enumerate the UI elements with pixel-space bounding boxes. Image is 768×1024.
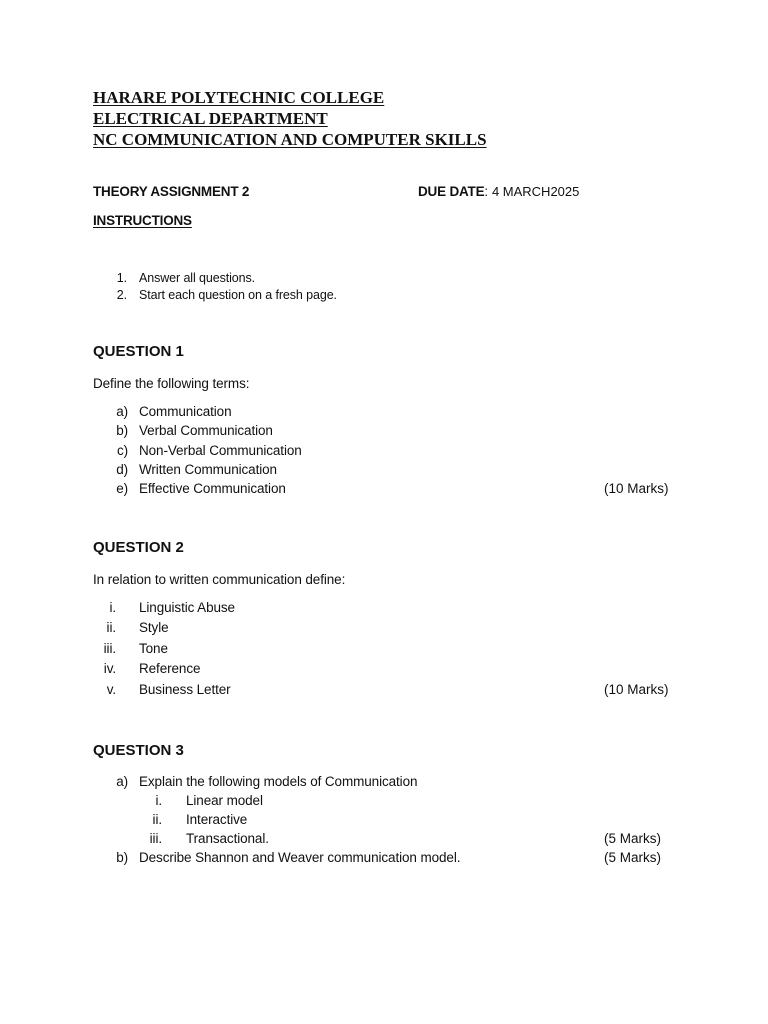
question-2-marks: (10 Marks) (604, 682, 669, 697)
list-marker: d) (116, 462, 128, 477)
instruction-text: Start each question on a fresh page. (139, 288, 337, 302)
list-item: Linear model (186, 793, 263, 808)
due-date (418, 184, 579, 199)
list-item: Linguistic Abuse (139, 600, 235, 615)
due-date-colon: : (484, 184, 489, 199)
list-item: Reference (139, 661, 201, 676)
list-marker: iii. (103, 641, 116, 656)
instructions-heading: INSTRUCTIONS (93, 213, 192, 228)
list-marker: a) (116, 404, 128, 419)
instruction-text: Answer all questions. (139, 271, 256, 285)
question-3-title: QUESTION 3 (93, 742, 184, 759)
list-item: Tone (139, 641, 168, 656)
list-item: Verbal Communication (139, 423, 273, 438)
course-name: NC COMMUNICATION AND COMPUTER SKILLS (93, 130, 487, 149)
instruction-number: 2. (116, 288, 127, 302)
list-item: Non-Verbal Communication (139, 443, 302, 458)
list-marker: iii. (149, 831, 162, 846)
list-marker: iv. (103, 661, 116, 676)
question-1-prompt: Define the following terms: (93, 376, 250, 391)
list-item: Business Letter (139, 682, 231, 697)
question-3a-marks: (5 Marks) (604, 831, 661, 846)
list-marker: i. (155, 793, 162, 808)
instruction-number: 1. (116, 271, 127, 285)
list-marker: a) (116, 774, 128, 789)
question-3-part-a: Explain the following models of Communication (139, 774, 418, 789)
list-marker: v. (106, 682, 116, 697)
list-marker: ii. (152, 812, 162, 827)
list-item: Style (139, 620, 169, 635)
list-marker: i. (109, 600, 116, 615)
question-1-title: QUESTION 1 (93, 343, 184, 360)
department-name: ELECTRICAL DEPARTMENT (93, 109, 328, 128)
question-2-title: QUESTION 2 (93, 539, 184, 556)
question-3-part-b: Describe Shannon and Weaver communication model. (139, 850, 461, 865)
due-date-label: DUE DATE (418, 184, 485, 199)
college-name: HARARE POLYTECHNIC COLLEGE (93, 88, 385, 107)
list-marker: e) (116, 481, 128, 496)
due-date-value: 4 MARCH2025 (491, 184, 580, 199)
list-item: Written Communication (139, 462, 277, 477)
list-item: Effective Communication (139, 481, 286, 496)
list-item: Transactional. (186, 831, 269, 846)
assignment-title: THEORY ASSIGNMENT 2 (93, 184, 250, 199)
question-1-marks: (10 Marks) (604, 481, 669, 496)
list-marker: b) (116, 423, 128, 438)
list-marker: ii. (106, 620, 116, 635)
list-marker: b) (116, 850, 128, 865)
list-item: Communication (139, 404, 232, 419)
question-2-prompt: In relation to written communication define: (93, 572, 346, 587)
question-3b-marks: (5 Marks) (604, 850, 661, 865)
list-marker: c) (116, 443, 128, 458)
list-item: Interactive (186, 812, 248, 827)
